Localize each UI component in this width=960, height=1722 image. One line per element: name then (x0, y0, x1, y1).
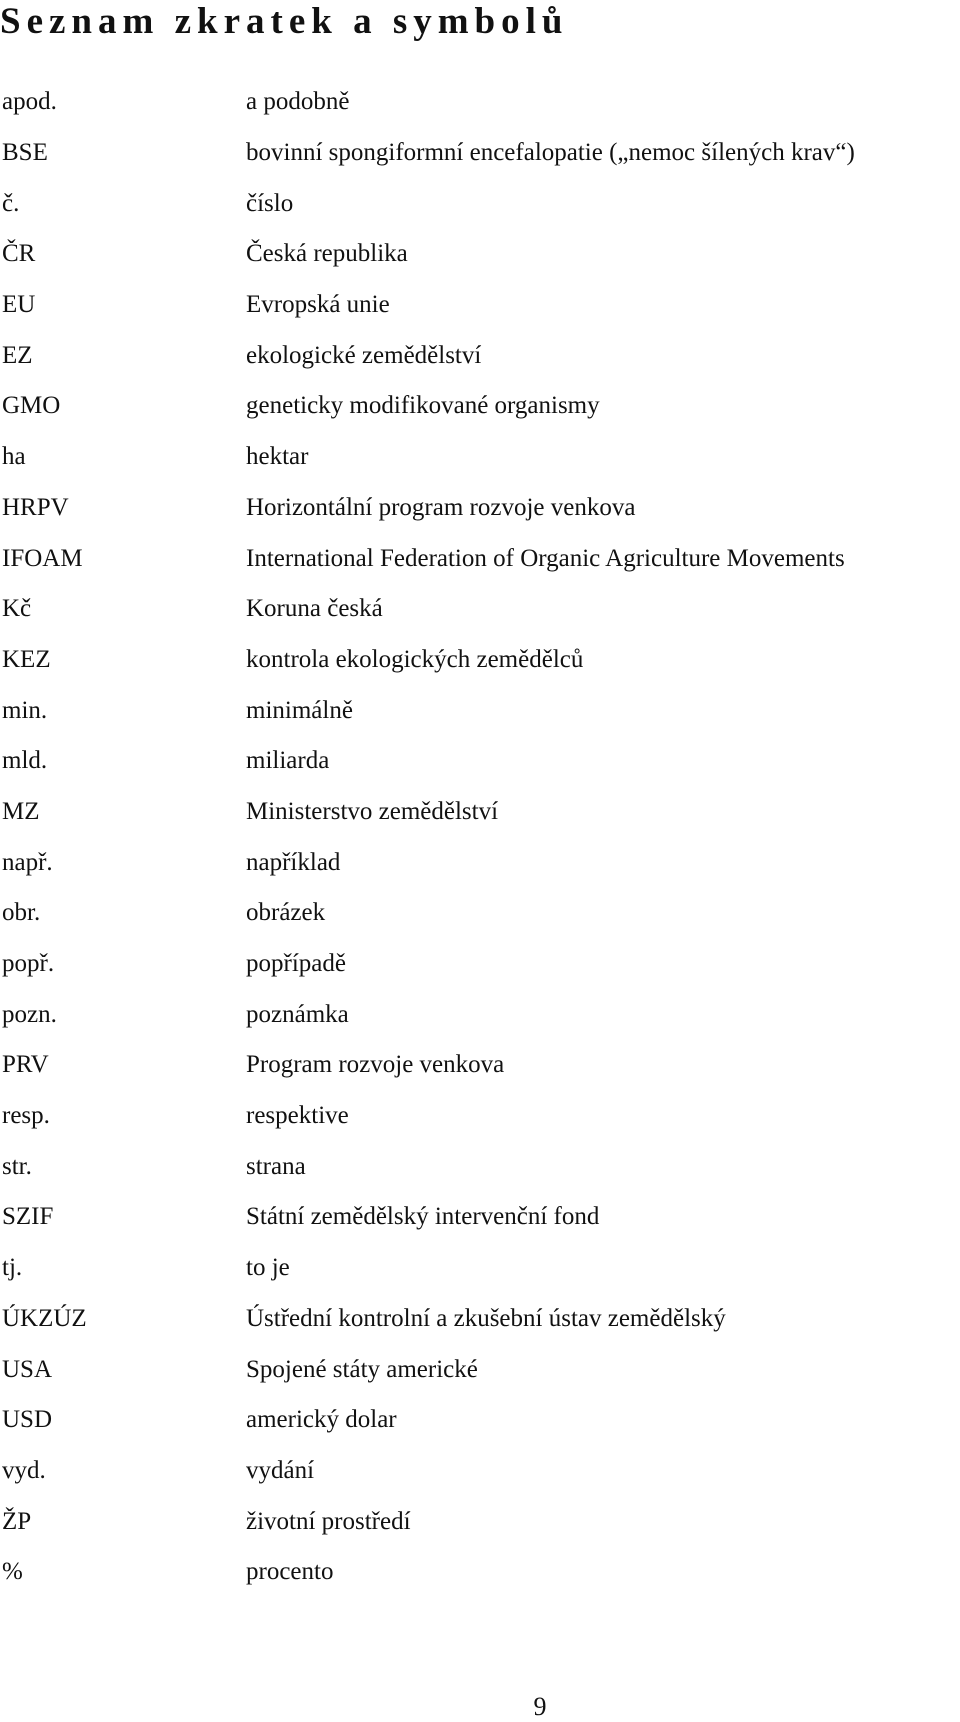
list-item (0, 1243, 960, 1294)
abbreviation: USA (2, 1355, 53, 1383)
abbreviation: str. (2, 1152, 32, 1180)
meaning: geneticky modifikované organismy (246, 392, 600, 420)
page-title: Seznam zkratek a symbolů (0, 1, 569, 42)
list-item (0, 736, 960, 787)
meaning: strana (246, 1152, 306, 1180)
meaning: kontrola ekologických zemědělců (246, 645, 584, 673)
list-item (0, 330, 960, 381)
abbreviation: IFOAM (2, 544, 83, 572)
list-item (0, 280, 960, 331)
list-item (0, 584, 960, 635)
meaning: vydání (246, 1456, 315, 1484)
list-item (0, 1091, 960, 1142)
meaning: a podobně (246, 88, 350, 116)
list-item (0, 1040, 960, 1091)
abbreviation: popř. (2, 950, 55, 978)
list-item (0, 229, 960, 280)
meaning: Horizontální program rozvoje venkova (246, 493, 636, 521)
list-item (0, 989, 960, 1040)
meaning: například (246, 848, 341, 876)
abbreviation: EU (2, 291, 36, 319)
abbreviation: GMO (2, 392, 61, 420)
abbreviation-list (0, 77, 960, 1598)
meaning: Ministerstvo zemědělství (246, 797, 499, 825)
meaning: popřípadě (246, 950, 346, 978)
abbreviation: KEZ (2, 645, 51, 673)
abbreviation: USD (2, 1406, 53, 1434)
meaning: obrázek (246, 899, 326, 927)
list-item (0, 1344, 960, 1395)
list-item (0, 1192, 960, 1243)
list-item (0, 888, 960, 939)
list-item (0, 483, 960, 534)
meaning: International Federation of Organic Agriculture Movements (246, 544, 845, 572)
abbreviation: Kč (2, 595, 32, 623)
list-item (0, 1547, 960, 1598)
abbreviation: tj. (2, 1254, 23, 1282)
abbreviation: ÚKZÚZ (2, 1304, 87, 1332)
abbreviation: MZ (2, 797, 40, 825)
abbreviation: % (2, 1558, 23, 1586)
meaning: číslo (246, 189, 294, 217)
meaning: procento (246, 1558, 334, 1586)
list-item (0, 1496, 960, 1547)
abbreviation: BSE (2, 139, 48, 167)
meaning: Koruna česká (246, 595, 383, 623)
meaning: respektive (246, 1102, 349, 1130)
abbreviation: č. (2, 189, 20, 217)
abbreviation: ŽP (2, 1507, 32, 1535)
meaning: to je (246, 1254, 290, 1282)
list-item (0, 432, 960, 483)
abbreviation: EZ (2, 341, 33, 369)
page-number: 9 (533, 1692, 547, 1721)
meaning: bovinní spongiformní encefalopatie („nemoc šílených krav“) (246, 139, 855, 167)
meaning: minimálně (246, 696, 353, 724)
list-item (0, 787, 960, 838)
list-item (0, 381, 960, 432)
meaning: Spojené státy americké (246, 1355, 478, 1383)
meaning: Státní zemědělský intervenční fond (246, 1203, 600, 1231)
abbreviation: min. (2, 696, 48, 724)
list-item (0, 685, 960, 736)
abbreviation: resp. (2, 1102, 50, 1130)
list-item (0, 1294, 960, 1345)
abbreviation: ha (2, 443, 26, 471)
list-item (0, 1141, 960, 1192)
meaning: Ústřední kontrolní a zkušební ústav zemědělský (246, 1304, 726, 1332)
list-item (0, 1395, 960, 1446)
meaning: poznámka (246, 1000, 349, 1028)
meaning: americký dolar (246, 1406, 397, 1434)
abbreviation: ČR (2, 240, 36, 268)
list-item (0, 939, 960, 990)
abbreviation: apod. (2, 88, 57, 116)
abbreviation: PRV (2, 1051, 49, 1079)
meaning: Program rozvoje venkova (246, 1051, 505, 1079)
list-item (0, 1446, 960, 1497)
abbreviation: SZIF (2, 1203, 54, 1231)
abbreviation: pozn. (2, 1000, 57, 1028)
abbreviation: HRPV (2, 493, 69, 521)
meaning: Evropská unie (246, 291, 390, 319)
abbreviation: obr. (2, 899, 41, 927)
list-item (0, 533, 960, 584)
abbreviation: vyd. (2, 1456, 46, 1484)
meaning: hektar (246, 443, 309, 471)
meaning: miliarda (246, 747, 330, 775)
list-item (0, 77, 960, 128)
meaning: Česká republika (246, 240, 408, 268)
abbreviation: např. (2, 848, 53, 876)
abbreviation: mld. (2, 747, 48, 775)
meaning: životní prostředí (246, 1507, 411, 1535)
meaning: ekologické zemědělství (246, 341, 482, 369)
list-item (0, 837, 960, 888)
list-item (0, 178, 960, 229)
list-item (0, 128, 960, 179)
list-item (0, 635, 960, 686)
